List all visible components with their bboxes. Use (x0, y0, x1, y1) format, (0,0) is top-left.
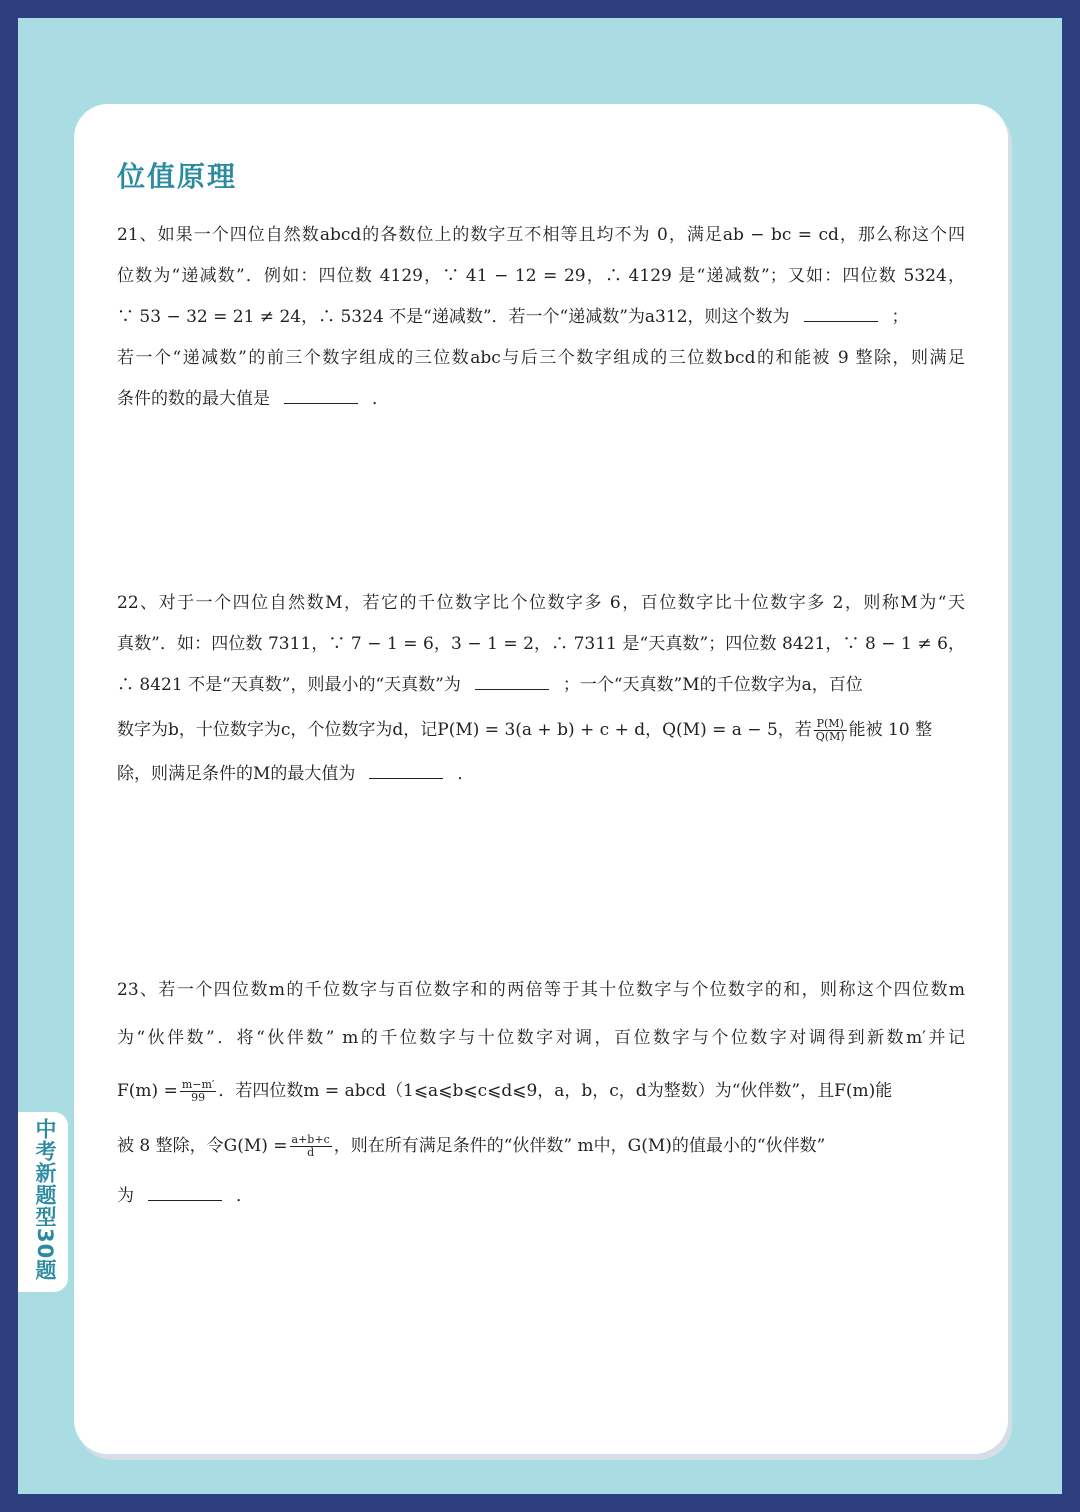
problem-22 (117, 583, 965, 795)
answer-blank[interactable] (148, 1178, 222, 1201)
fraction: $\frac{a+b+c}{d}$ (291, 1133, 330, 1159)
problem-line: ∴ 8421 不是“天真数”，则最小的“天真数”为 ；一个“天真数”M的千位数字为a，百位 (117, 665, 965, 706)
problem-line: 22、对于一个四位自然数M，若它的千位数字比个位数字多 6，百位数字比十位数字多 2，则称M为“天 (117, 593, 965, 613)
problem-23 (117, 966, 965, 1220)
problem-line: 位数为“递减数”．例如：四位数 4129，∵ 41 − 12 = 29，∴ 4129 是“递减数”；又如：四位数 5324， (117, 266, 965, 286)
side-label: 中考新题型30题 (33, 1118, 57, 1282)
problem-line: 数字为b，十位数字为c，个位数字为d，记P(M) = 3(a + b) + c + d，Q(M) = a − 5，若 $\frac{P(M)}{Q(M)}$ 能被 10 整 (117, 717, 933, 743)
problem-line: 为“伙伴数”．将“伙伴数” m的千位数字与十位数字对调，百位数字与个位数字对调得到新数m′并记 (117, 1028, 965, 1048)
fraction: $\frac{P(M)}{Q(M)}$ (815, 717, 845, 743)
problem-line: 条件的数的最大值是 ． (117, 379, 965, 420)
problem-line: 真数”．如：四位数 7311，∵ 7 − 1 = 6，3 − 1 = 2，∴ 7311 是“天真数”；四位数 8421，∵ 8 − 1 ≠ 6， (117, 634, 965, 654)
problem-line: 除，则满足条件的M的最大值为 ． (117, 754, 965, 795)
problem-line: 若一个“递减数”的前三个数字组成的三位数abc与后三个数字组成的三位数bcd的和能被 9 整除，则满足 (117, 348, 965, 368)
section-title: 位值原理 (117, 160, 238, 193)
problem-line: 被 8 整除，令G(M) = $\frac{a+b+c}{d}$ ，则在所有满足条件的“伙伴数” m中，G(M)的值最小的“伙伴数” (117, 1133, 826, 1159)
problem-line: 23、若一个四位数m的千位数字与百位数字和的两倍等于其十位数字与个位数字的和，则称这个四位数m (117, 980, 965, 1000)
problem-line: F(m) = $\frac{m-m'}{99}$ ．若四位数m = abcd（1⩽a⩽b⩽c⩽d⩽9，a，b，c，d为整数）为“伙伴数”，且F(m)能 (117, 1078, 893, 1104)
answer-blank[interactable] (804, 299, 878, 322)
answer-blank[interactable] (284, 381, 358, 404)
problem-line: ∵ 53 − 32 = 21 ≠ 24，∴ 5324 不是“递减数”．若一个“递减数”为a312，则这个数为 ； (117, 297, 965, 338)
problem-line: 为 ． (117, 1172, 965, 1220)
answer-blank[interactable] (369, 756, 443, 779)
fraction: $\frac{m-m'}{99}$ (181, 1078, 215, 1104)
answer-blank[interactable] (475, 667, 549, 690)
problem-21 (117, 215, 965, 420)
problem-line: 21、如果一个四位自然数abcd的各数位上的数字互不相等且均不为 0，满足ab − bc = cd，那么称这个四 (117, 225, 965, 245)
